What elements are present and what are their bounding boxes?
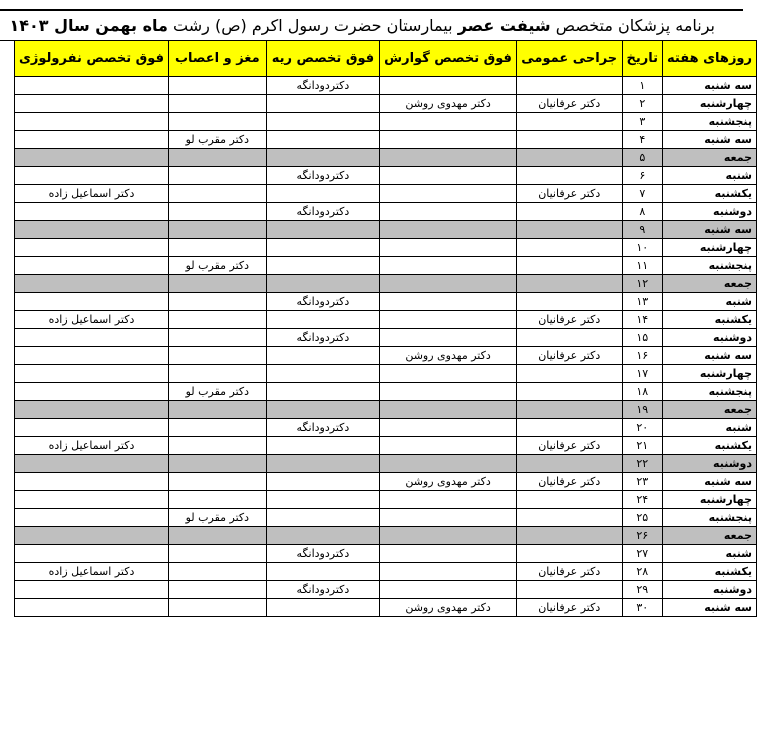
general-surgery-cell: [516, 365, 622, 383]
day-cell: پنجشنبه: [663, 257, 757, 275]
table-row: [15, 293, 757, 311]
day-cell: سه شنبه: [663, 473, 757, 491]
nephrology-cell: [15, 383, 169, 401]
nephrology-cell: [15, 545, 169, 563]
gastroenterology-cell: [380, 221, 517, 239]
pulmonology-cell: [266, 239, 380, 257]
table-row: [15, 527, 757, 545]
gastroenterology-cell: دکتر مهدوی روشن: [380, 473, 517, 491]
gastroenterology-cell: [380, 563, 517, 581]
general-surgery-cell: [516, 527, 622, 545]
neurology-cell: [168, 581, 266, 599]
gastroenterology-cell: [380, 131, 517, 149]
date-cell: ۱۹: [622, 401, 663, 419]
neurology-cell: [168, 437, 266, 455]
general-surgery-cell: [516, 77, 622, 95]
day-cell: یکشنبه: [663, 437, 757, 455]
pulmonology-cell: [266, 257, 380, 275]
day-cell: چهارشنبه: [663, 365, 757, 383]
general-surgery-cell: [516, 581, 622, 599]
header-row: [15, 41, 757, 77]
general-surgery-cell: [516, 275, 622, 293]
pulmonology-cell: [266, 473, 380, 491]
neurology-cell: [168, 347, 266, 365]
nephrology-cell: دکتر اسماعیل زاده: [15, 311, 169, 329]
nephrology-cell: [15, 473, 169, 491]
day-cell: سه شنبه: [663, 347, 757, 365]
table-row: [15, 509, 757, 527]
general-surgery-cell: [516, 509, 622, 527]
date-cell: ۸: [622, 203, 663, 221]
date-cell: ۱۵: [622, 329, 663, 347]
table-row: [15, 131, 757, 149]
day-cell: جمعه: [663, 149, 757, 167]
pulmonology-cell: دکتردودانگه: [266, 293, 380, 311]
neurology-cell: [168, 473, 266, 491]
table-row: [15, 419, 757, 437]
date-cell: ۷: [622, 185, 663, 203]
general-surgery-cell: دکتر عرفانیان: [516, 473, 622, 491]
pulmonology-cell: دکتردودانگه: [266, 545, 380, 563]
neurology-cell: [168, 365, 266, 383]
general-surgery-cell: [516, 203, 622, 221]
pulmonology-cell: [266, 149, 380, 167]
date-cell: ۱۱: [622, 257, 663, 275]
table-row: [15, 365, 757, 383]
gastroenterology-cell: دکتر مهدوی روشن: [380, 599, 517, 617]
pulmonology-cell: دکتردودانگه: [266, 167, 380, 185]
date-cell: ۱۰: [622, 239, 663, 257]
nephrology-cell: [15, 599, 169, 617]
general-surgery-cell: [516, 293, 622, 311]
date-cell: ۲۶: [622, 527, 663, 545]
title-part-2: بیمارستان حضرت رسول اکرم (ص) رشت: [173, 16, 453, 35]
gastroenterology-cell: [380, 275, 517, 293]
gastroenterology-cell: [380, 491, 517, 509]
nephrology-cell: [15, 455, 169, 473]
general-surgery-cell: [516, 167, 622, 185]
pulmonology-cell: [266, 383, 380, 401]
table-row: [15, 563, 757, 581]
date-cell: ۱۳: [622, 293, 663, 311]
neurology-cell: [168, 113, 266, 131]
table-row: [15, 329, 757, 347]
pulmonology-cell: [266, 311, 380, 329]
title-month-year: ماه بهمن سال ۱۴۰۳: [9, 16, 168, 35]
nephrology-cell: [15, 527, 169, 545]
gastroenterology-cell: [380, 329, 517, 347]
table-row: [15, 581, 757, 599]
table-row: [15, 167, 757, 185]
date-cell: ۲۹: [622, 581, 663, 599]
date-cell: ۲۷: [622, 545, 663, 563]
header-pulmonology: فوق تخصص ریه: [266, 41, 380, 77]
date-cell: ۲۴: [622, 491, 663, 509]
date-cell: ۵: [622, 149, 663, 167]
nephrology-cell: [15, 149, 169, 167]
date-cell: ۱۷: [622, 365, 663, 383]
neurology-cell: [168, 275, 266, 293]
neurology-cell: [168, 563, 266, 581]
day-cell: سه شنبه: [663, 599, 757, 617]
neurology-cell: [168, 203, 266, 221]
nephrology-cell: [15, 509, 169, 527]
nephrology-cell: [15, 419, 169, 437]
date-cell: ۱۴: [622, 311, 663, 329]
title-part-1: برنامه پزشکان متخصص: [555, 16, 715, 35]
gastroenterology-cell: دکتر مهدوی روشن: [380, 347, 517, 365]
neurology-cell: [168, 77, 266, 95]
table-row: [15, 185, 757, 203]
table-row: [15, 437, 757, 455]
pulmonology-cell: [266, 221, 380, 239]
day-cell: شنبه: [663, 293, 757, 311]
day-cell: پنجشنبه: [663, 113, 757, 131]
table-row: [15, 239, 757, 257]
nephrology-cell: [15, 293, 169, 311]
neurology-cell: [168, 221, 266, 239]
general-surgery-cell: دکتر عرفانیان: [516, 185, 622, 203]
nephrology-cell: [15, 113, 169, 131]
general-surgery-cell: دکتر عرفانیان: [516, 95, 622, 113]
pulmonology-cell: [266, 365, 380, 383]
date-cell: ۶: [622, 167, 663, 185]
general-surgery-cell: [516, 401, 622, 419]
day-cell: پنجشنبه: [663, 509, 757, 527]
nephrology-cell: دکتر اسماعیل زاده: [15, 185, 169, 203]
date-cell: ۱۸: [622, 383, 663, 401]
nephrology-cell: [15, 203, 169, 221]
day-cell: یکشنبه: [663, 563, 757, 581]
day-cell: یکشنبه: [663, 311, 757, 329]
neurology-cell: [168, 491, 266, 509]
neurology-cell: [168, 311, 266, 329]
day-cell: پنجشنبه: [663, 383, 757, 401]
pulmonology-cell: دکتردودانگه: [266, 329, 380, 347]
pulmonology-cell: [266, 347, 380, 365]
gastroenterology-cell: [380, 185, 517, 203]
pulmonology-cell: [266, 95, 380, 113]
nephrology-cell: [15, 581, 169, 599]
general-surgery-cell: دکتر عرفانیان: [516, 311, 622, 329]
table-row: [15, 149, 757, 167]
table-row: [15, 545, 757, 563]
general-surgery-cell: [516, 383, 622, 401]
header-gastroenterology: فوق تخصص گوارش: [380, 41, 517, 77]
gastroenterology-cell: [380, 581, 517, 599]
header-nephrology: فوق تخصص نفرولوژی: [15, 41, 169, 77]
table-row: [15, 221, 757, 239]
pulmonology-cell: [266, 455, 380, 473]
day-cell: سه شنبه: [663, 131, 757, 149]
general-surgery-cell: [516, 545, 622, 563]
general-surgery-cell: [516, 131, 622, 149]
date-cell: ۱۶: [622, 347, 663, 365]
pulmonology-cell: [266, 401, 380, 419]
nephrology-cell: دکتر اسماعیل زاده: [15, 437, 169, 455]
general-surgery-cell: دکتر عرفانیان: [516, 437, 622, 455]
gastroenterology-cell: [380, 293, 517, 311]
general-surgery-cell: [516, 113, 622, 131]
nephrology-cell: [15, 491, 169, 509]
nephrology-cell: [15, 131, 169, 149]
nephrology-cell: [15, 257, 169, 275]
nephrology-cell: [15, 77, 169, 95]
general-surgery-cell: [516, 455, 622, 473]
table-row: [15, 257, 757, 275]
gastroenterology-cell: [380, 113, 517, 131]
date-cell: ۲: [622, 95, 663, 113]
table-row: [15, 401, 757, 419]
table-row: [15, 275, 757, 293]
table-row: [15, 347, 757, 365]
date-cell: ۹: [622, 221, 663, 239]
header-day: روزهای هفته: [663, 41, 757, 77]
general-surgery-cell: [516, 329, 622, 347]
date-cell: ۴: [622, 131, 663, 149]
date-cell: ۳۰: [622, 599, 663, 617]
day-cell: دوشنبه: [663, 581, 757, 599]
day-cell: شنبه: [663, 419, 757, 437]
nephrology-cell: [15, 401, 169, 419]
day-cell: دوشنبه: [663, 455, 757, 473]
nephrology-cell: [15, 239, 169, 257]
day-cell: سه شنبه: [663, 221, 757, 239]
day-cell: جمعه: [663, 401, 757, 419]
gastroenterology-cell: [380, 401, 517, 419]
gastroenterology-cell: [380, 527, 517, 545]
gastroenterology-cell: [380, 455, 517, 473]
day-cell: شنبه: [663, 167, 757, 185]
neurology-cell: [168, 545, 266, 563]
title-shift: شیفت عصر: [457, 16, 551, 35]
nephrology-cell: [15, 329, 169, 347]
general-surgery-cell: [516, 419, 622, 437]
table-row: [15, 491, 757, 509]
day-cell: دوشنبه: [663, 329, 757, 347]
neurology-cell: [168, 599, 266, 617]
nephrology-cell: [15, 275, 169, 293]
gastroenterology-cell: [380, 545, 517, 563]
date-cell: ۲۲: [622, 455, 663, 473]
date-cell: ۲۱: [622, 437, 663, 455]
day-cell: چهارشنبه: [663, 491, 757, 509]
general-surgery-cell: [516, 239, 622, 257]
page-title: [0, 9, 743, 41]
general-surgery-cell: دکتر عرفانیان: [516, 563, 622, 581]
neurology-cell: [168, 149, 266, 167]
nephrology-cell: دکتر اسماعیل زاده: [15, 563, 169, 581]
pulmonology-cell: دکتردودانگه: [266, 203, 380, 221]
neurology-cell: [168, 239, 266, 257]
neurology-cell: [168, 419, 266, 437]
gastroenterology-cell: [380, 419, 517, 437]
gastroenterology-cell: [380, 167, 517, 185]
day-cell: جمعه: [663, 527, 757, 545]
table-row: [15, 203, 757, 221]
general-surgery-cell: [516, 257, 622, 275]
nephrology-cell: [15, 167, 169, 185]
day-cell: یکشنبه: [663, 185, 757, 203]
gastroenterology-cell: [380, 365, 517, 383]
schedule-table: [14, 40, 757, 617]
neurology-cell: [168, 527, 266, 545]
pulmonology-cell: [266, 185, 380, 203]
pulmonology-cell: [266, 131, 380, 149]
gastroenterology-cell: [380, 257, 517, 275]
table-row: [15, 77, 757, 95]
pulmonology-cell: دکتردودانگه: [266, 581, 380, 599]
gastroenterology-cell: [380, 77, 517, 95]
day-cell: شنبه: [663, 545, 757, 563]
nephrology-cell: [15, 347, 169, 365]
date-cell: ۲۸: [622, 563, 663, 581]
date-cell: ۲۰: [622, 419, 663, 437]
neurology-cell: [168, 329, 266, 347]
neurology-cell: [168, 185, 266, 203]
pulmonology-cell: [266, 275, 380, 293]
pulmonology-cell: [266, 599, 380, 617]
general-surgery-cell: [516, 149, 622, 167]
neurology-cell: [168, 293, 266, 311]
day-cell: جمعه: [663, 275, 757, 293]
header-date: تاریخ: [622, 41, 663, 77]
general-surgery-cell: [516, 491, 622, 509]
pulmonology-cell: [266, 491, 380, 509]
general-surgery-cell: [516, 221, 622, 239]
gastroenterology-cell: [380, 383, 517, 401]
gastroenterology-cell: دکتر مهدوی روشن: [380, 95, 517, 113]
table-row: [15, 599, 757, 617]
gastroenterology-cell: [380, 437, 517, 455]
neurology-cell: [168, 167, 266, 185]
table-row: [15, 455, 757, 473]
general-surgery-cell: دکتر عرفانیان: [516, 347, 622, 365]
gastroenterology-cell: [380, 311, 517, 329]
table-row: [15, 473, 757, 491]
gastroenterology-cell: [380, 239, 517, 257]
neurology-cell: [168, 401, 266, 419]
neurology-cell: دکتر مقرب لو: [168, 131, 266, 149]
gastroenterology-cell: [380, 203, 517, 221]
pulmonology-cell: دکتردودانگه: [266, 419, 380, 437]
nephrology-cell: [15, 365, 169, 383]
pulmonology-cell: [266, 527, 380, 545]
gastroenterology-cell: [380, 149, 517, 167]
header-general-surgery: جراحی عمومی: [516, 41, 622, 77]
day-cell: دوشنبه: [663, 203, 757, 221]
neurology-cell: [168, 95, 266, 113]
day-cell: چهارشنبه: [663, 239, 757, 257]
table-row: [15, 383, 757, 401]
date-cell: ۲۳: [622, 473, 663, 491]
day-cell: سه شنبه: [663, 77, 757, 95]
pulmonology-cell: دکتردودانگه: [266, 77, 380, 95]
date-cell: ۳: [622, 113, 663, 131]
nephrology-cell: [15, 95, 169, 113]
gastroenterology-cell: [380, 509, 517, 527]
neurology-cell: دکتر مقرب لو: [168, 383, 266, 401]
neurology-cell: [168, 455, 266, 473]
date-cell: ۱۲: [622, 275, 663, 293]
pulmonology-cell: [266, 509, 380, 527]
neurology-cell: دکتر مقرب لو: [168, 257, 266, 275]
table-row: [15, 95, 757, 113]
pulmonology-cell: [266, 563, 380, 581]
day-cell: چهارشنبه: [663, 95, 757, 113]
neurology-cell: دکتر مقرب لو: [168, 509, 266, 527]
table-row: [15, 113, 757, 131]
general-surgery-cell: دکتر عرفانیان: [516, 599, 622, 617]
nephrology-cell: [15, 221, 169, 239]
pulmonology-cell: [266, 437, 380, 455]
header-neurology: مغز و اعصاب: [168, 41, 266, 77]
date-cell: ۲۵: [622, 509, 663, 527]
date-cell: ۱: [622, 77, 663, 95]
pulmonology-cell: [266, 113, 380, 131]
table-row: [15, 311, 757, 329]
